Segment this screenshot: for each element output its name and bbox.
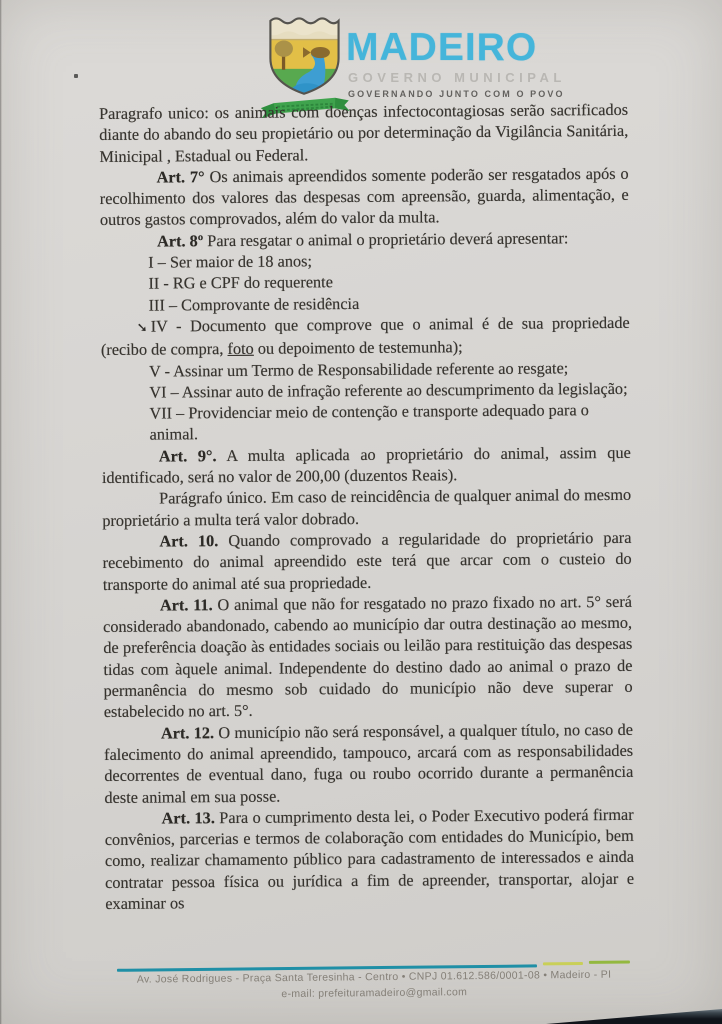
item-II: II - RG e CPF do requerente <box>148 272 333 293</box>
item-III: III – Comprovante de residência <box>148 293 360 315</box>
item-IV-underlined-word: foto <box>227 339 254 359</box>
article-10-label: Art. 10. <box>159 531 219 551</box>
footer-rule-green <box>589 960 630 963</box>
footer-address: Av. José Rodrigues - Praça Santa Teresinha - Centro • CNPJ 01.612.586/0001-08 • Madeiro - PI <box>136 968 612 986</box>
scan-edge-shadow <box>0 0 2 1024</box>
item-IV-text-pre: IV - Documento que comprove que o animal é de sua propriedade (recibo de compra, <box>100 312 630 360</box>
article-11-text: O animal que não for resgatado no prazo fixado no art. 5° será considerado abandonado, cabendo ao município dar outra destinação ao mesmo, de preferência doação às entidades sociais ou leilão para restituição das despesas tidas com àquele animal. Independente do destino dado ao animal o prazo de permanência do mesmo sob cuidado do município não deve superar o estabelecido no art. 5°. <box>103 591 633 722</box>
item-I: I – Ser maior de 18 anos; <box>148 251 313 272</box>
letterfoot <box>0 955 722 1001</box>
article-7-text: Os animais apreendidos somente poderão ser resgatados após o recolhimento dos valores das despesas com apreensão, guarda, alimentação, e outros gastos comprovados, além do valor da multa. <box>99 163 629 230</box>
footer-email: e-mail: prefeituramadeiro@gmail.com <box>281 986 468 1001</box>
brand-subtitle: GOVERNO MUNICIPAL <box>348 70 566 85</box>
article-13-label: Art. 13. <box>161 807 215 828</box>
article-12-text: O município não será responsável, a qualquer título, no caso de falecimento do animal apreendido, tampouco, arcará com as responsabilidades decorrentes de eventual dano, fuga ou roubo ocorrido durante a permanência deste animal em sua posse. <box>104 719 634 807</box>
article-7-label: Art. 7° <box>156 167 205 187</box>
article-11 <box>103 591 633 723</box>
article-13 <box>105 804 635 915</box>
article-7 <box>100 163 629 231</box>
brand-wordmark: MADEIRO <box>346 26 538 69</box>
article-9-text: A multa aplicada ao proprietário do animal, assim que identificado, será no valor de 200,00 (duzentos Reais). <box>101 442 631 488</box>
item-IV <box>101 312 630 361</box>
paragraph-unico-1: Paragrafo unico: os animais com doenças infectocontagiosas serão sacrificados diante do abando do seu propietário ou por determinação da Vigilância Sanitária, Minicipal , Estadual ou Federal. <box>99 99 629 166</box>
item-VI: VI – Assinar auto de infração referente ao descumprimento da legislação; <box>149 378 628 402</box>
article-9-label: Art. 9°. <box>158 445 217 466</box>
handwritten-arrow-icon: ➘ <box>136 320 148 336</box>
article-11-label: Art. 11. <box>159 594 213 615</box>
paragraph-unico-2: Parágrafo único. Em caso de reincidência de qualquer animal do mesmo proprietário a multa terá valor dobrado. <box>102 485 632 530</box>
article-12 <box>104 718 634 807</box>
article-8 <box>100 227 629 252</box>
scanner-bed-shadow <box>546 1007 722 1024</box>
footer-rule-olive <box>543 962 583 965</box>
item-VII: VII – Providenciar meio de contenção e transporte adequado para o animal. <box>149 400 589 445</box>
article-10 <box>102 527 631 595</box>
article-13-text: Para o cumprimento desta lei, o Poder Executivo poderá firmar convênios, parcerias e termos de colaboração com entidades do Município, bem como, realizar chamamento público para cadastramento de interessados e ainda contratar pessoa física ou jurídica a fim de apreender, transportar, alojar e examinar os <box>104 804 635 913</box>
article-8-label: Art. 8º <box>157 230 204 251</box>
document-body <box>99 99 634 914</box>
brand-tagline: GOVERNANDO JUNTO COM O POVO <box>348 89 565 99</box>
item-IV-text-post: ou depoimento de testemunha); <box>253 337 463 359</box>
article-10-text: Quando comprovado a regularidade do proprietário para recebimento do animal apreendido este terá que arcar com o custeio do transporte do animal até sua propriedade. <box>102 527 632 594</box>
article-9 <box>102 442 631 489</box>
letterhead <box>0 0 722 112</box>
article-8-text: Para resgatar o animal o proprietário deverá apresentar: <box>207 228 569 250</box>
item-V: V - Assinar um Termo de Responsabilidade referente ao resgate; <box>149 357 569 381</box>
article-8-items <box>100 248 631 446</box>
article-12-label: Art. 12. <box>160 722 215 743</box>
